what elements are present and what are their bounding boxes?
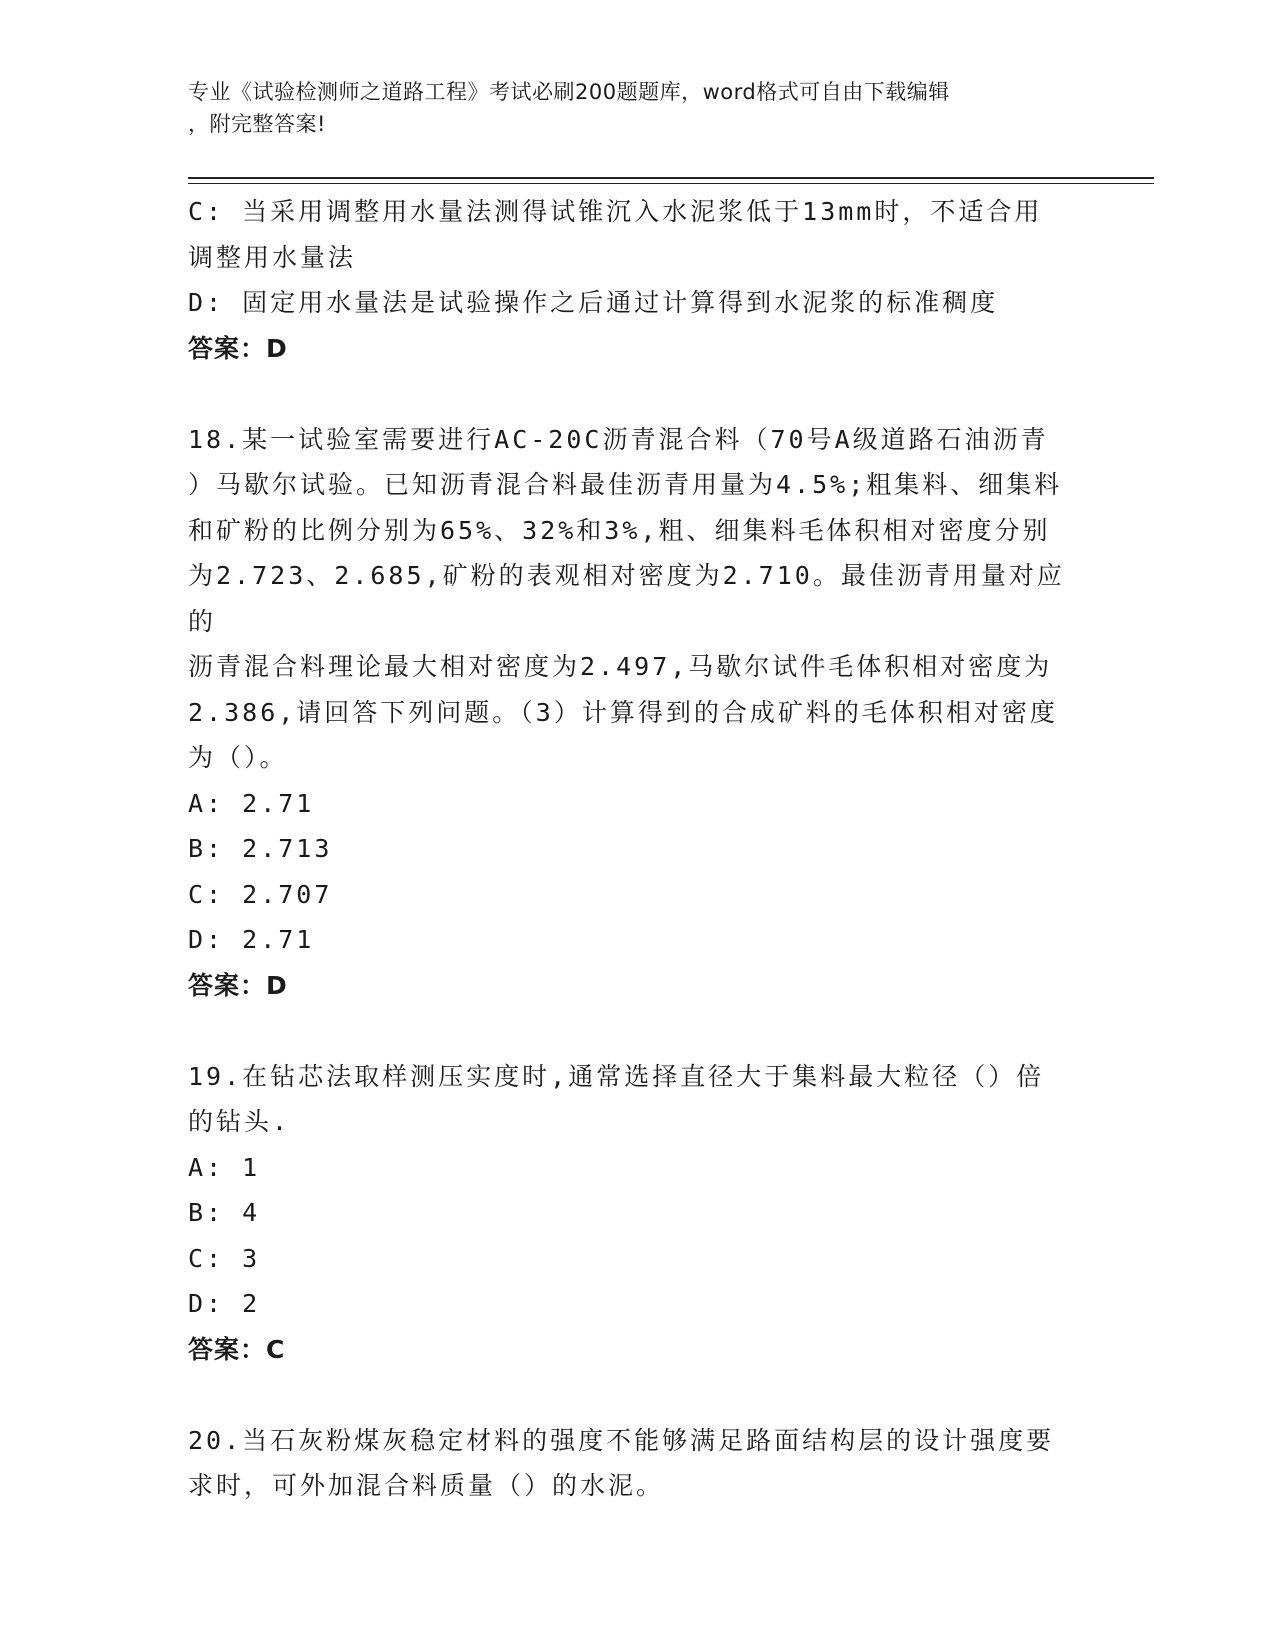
option-d: D: 2 [188,1289,261,1318]
question-17-tail [188,189,1088,371]
document-header [188,76,1068,140]
option-d: D: 固定用水量法是试验操作之后通过计算得到水泥浆的标准稠度 [188,288,999,317]
document-body [188,189,1088,1509]
question-19 [188,1054,1088,1373]
header-title-line-2: ，附完整答案! [188,112,326,136]
header-title-line-1: 专业《试验检测师之道路工程》考试必刷200题题库，word格式可自由下载编辑 [188,80,950,104]
spacer [188,1372,1088,1418]
option-c-line-2: 调整用水量法 [188,242,357,272]
option-c: C: 2.707 [188,879,333,909]
question-text-line: 求时，可外加混合料质量（）的水泥。 [188,1471,665,1500]
answer: 答案：D [188,333,288,363]
question-text-line: 2.386,请回答下列问题。（3）计算得到的合成矿料的毛体积相对密度 [188,697,1058,727]
question-18 [188,417,1088,1009]
answer: 答案：D [188,970,288,1000]
spacer [188,371,1088,417]
question-text-line: 18.某一试验室需要进行AC-20C沥青混合料（70号A级道路石油沥青 [188,424,1049,454]
question-text-line: 的钻头. [188,1107,291,1136]
question-text-line: 20.当石灰粉煤灰稳定材料的强度不能够满足路面结构层的设计强度要 [188,1425,1055,1455]
option-d: D: 2.71 [188,925,315,954]
option-a: A: 2.71 [188,788,315,818]
question-text-line: 为（）。 [188,743,288,772]
question-20 [188,1418,1088,1509]
spacer [188,1008,1088,1054]
header-rule-thin [188,183,1154,184]
option-a: A: 1 [188,1152,261,1182]
question-text-line: 19.在钻芯法取样测压实度时,通常选择直径大于集料最大粒径（）倍 [188,1061,1045,1091]
option-c: C: 3 [188,1243,261,1273]
option-b: B: 4 [188,1198,261,1227]
question-text-line: 沥青混合料理论最大相对密度为2.497,马歇尔试件毛体积相对密度为 [188,652,1053,681]
answer: 答案：C [188,1334,286,1364]
question-text-line: ）马歇尔试验。已知沥青混合料最佳沥青用量为4.5%;粗集料、细集料 [188,470,1063,499]
question-text-line: 为2.723、2.685,矿粉的表观相对密度为2.710。最佳沥青用量对应的 [188,561,1065,636]
option-b: B: 2.713 [188,834,333,863]
option-c-line-1: C: 当采用调整用水量法测得试锥沉入水泥浆低于13mm时，不适合用 [188,197,1043,226]
question-text-line: 和矿粉的比例分别为65%、32%和3%,粗、细集料毛体积相对密度分别 [188,515,1051,545]
header-rule-thick [188,177,1154,179]
